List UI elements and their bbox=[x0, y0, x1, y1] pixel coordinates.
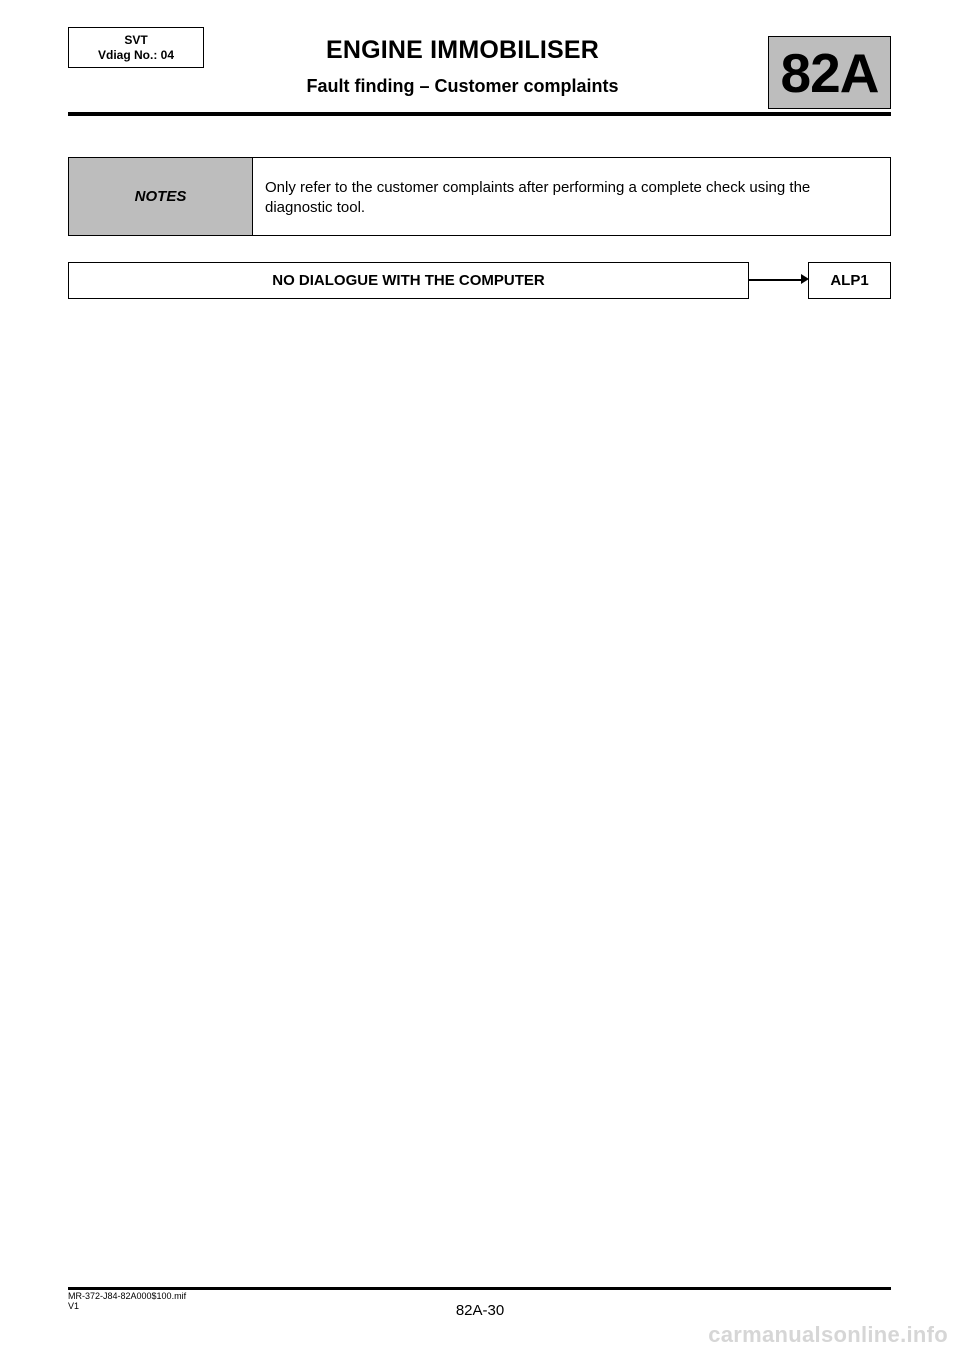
svt-label: SVT bbox=[124, 32, 148, 47]
complaint-item bbox=[68, 262, 749, 299]
page-number: 82A-30 bbox=[455, 1302, 505, 1319]
footer-divider bbox=[68, 1287, 891, 1290]
section-code: 82A bbox=[780, 41, 879, 104]
alp-reference-box bbox=[808, 262, 891, 299]
svt-vdiag-box bbox=[68, 27, 204, 68]
arrow-connector bbox=[749, 279, 801, 281]
vdiag-label: Vdiag No.: 04 bbox=[97, 47, 174, 62]
section-code-box bbox=[768, 36, 891, 109]
complaint-label: NO DIALOGUE WITH THE COMPUTER bbox=[272, 272, 545, 289]
notes-table bbox=[68, 157, 891, 236]
file-reference: MR-372-J84-82A000$100.mif bbox=[68, 1291, 187, 1301]
header-divider bbox=[68, 112, 891, 116]
notes-text: Only refer to the customer complaints after performing a complete check using the diagnostic tool. bbox=[265, 179, 811, 216]
page-subtitle: Fault finding – Customer complaints bbox=[306, 76, 619, 96]
notes-label: NOTES bbox=[69, 158, 253, 235]
version-label: V1 bbox=[68, 1301, 80, 1311]
watermark-text: carmanualsonline.info bbox=[708, 1322, 948, 1347]
alp-reference: ALP1 bbox=[830, 272, 869, 289]
page-title: ENGINE IMMOBILISER bbox=[325, 36, 600, 64]
